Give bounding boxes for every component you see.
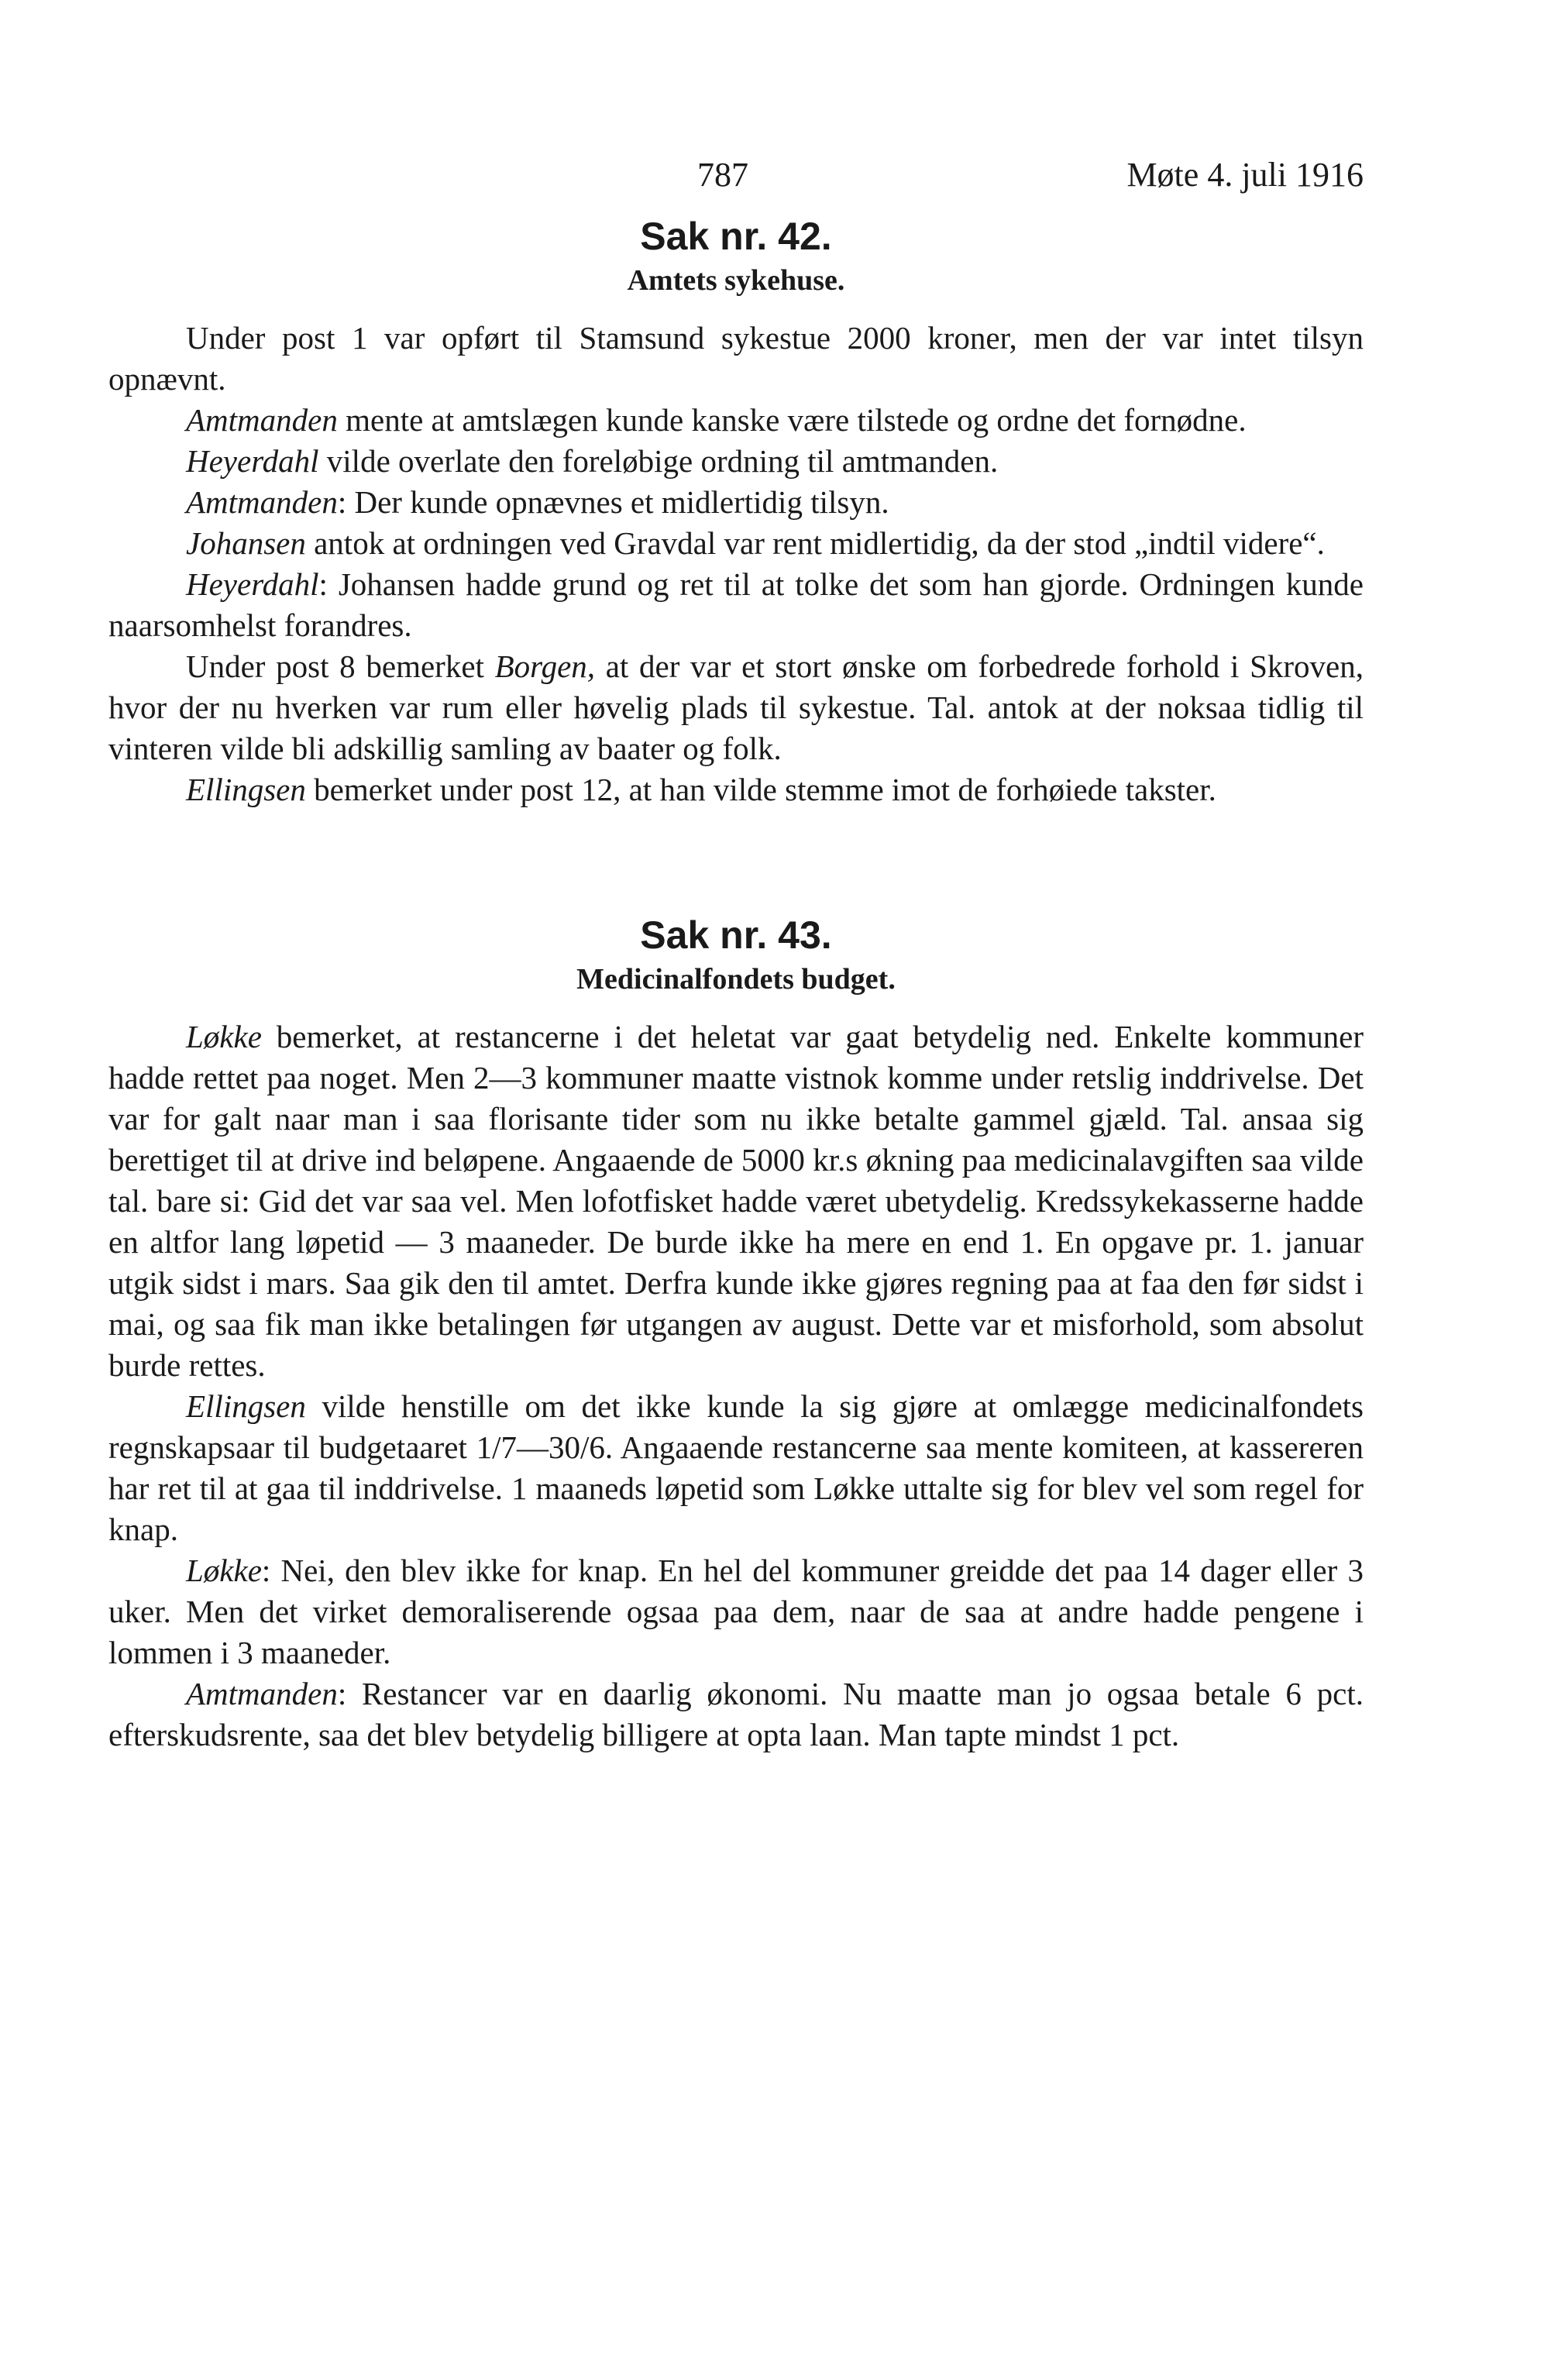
section-subtitle: Medicinalfondets budget. (576, 963, 896, 996)
speaker-name: Borgen, (494, 648, 596, 684)
speaker-name: Ellingsen (186, 1388, 306, 1424)
speaker-name: Amtmanden (186, 484, 338, 520)
speaker-name: Heyerdahl (186, 443, 319, 479)
speaker-name: Amtmanden (186, 402, 338, 438)
running-header (108, 155, 1364, 209)
fiscal-year-fraction: 1/7—30/6 (476, 1429, 605, 1465)
speaker-name: Ellingsen (186, 772, 306, 807)
section-title: Sak nr. 43. (640, 913, 832, 957)
section-gap (108, 810, 1364, 903)
paragraph: Ellingsen vilde henstille om det ikke kunde la sig gjøre at omlægge medicinalfondets regnskapsaar til budgetaaret 1/7—30/6. Angaaende restancerne saa mente komiteen, at kassereren har ret til at gaa til inddrivelse. 1 maaneds løpetid som Løkke uttalte sig for blev vel som regel for knap. (108, 1388, 1364, 1547)
paragraph: Under post 1 var opført til Stamsund sykestue 2000 kroner, men der var intet tilsyn opnævnt. (108, 320, 1364, 397)
document-page (108, 155, 1364, 1756)
speaker-name: Heyerdahl (186, 566, 319, 602)
paragraph: Løkke bemerket, at restancerne i det heletat var gaat betydelig ned. Enkelte kommuner hadde rettet paa noget. Men 2—3 kommuner maatte vistnok komme under retslig inddrivelse. Det var for galt naar man i saa florisante tider som nu ikke betalte gammel gjæld. Tal. ansaa sig berettiget til at drive ind beløpene. Angaaende de 5000 kr.s økning paa medicinalavgiften saa vilde tal. bare si: Gid det var saa vel. Men lofotfisket hadde været ubetydelig. Kredssykekasserne hadde en altfor lang løpetid — 3 maaneder. De burde ikke ha mere en end 1. En opgave pr. 1. januar utgik sidst i mars. Saa gik den til amtet. Derfra kunde ikke gjøres regning paa at faa den før sidst i mai, og saa fik man ikke betalingen før utgangen av august. Dette var et misforhold, som absolut burde rettes. (108, 1019, 1364, 1383)
speaker-name: Løkke (186, 1553, 262, 1588)
paragraph: Amtmanden mente at amtslægen kunde kanske være tilstede og ordne det fornødne. (186, 402, 1247, 438)
paragraph: Løkke: Nei, den blev ikke for knap. En hel del kommuner greidde det paa 14 dager eller 3 uker. Men det virket demoraliserende ogsaa paa dem, naar de saa at andre hadde pengene i lommen i 3 maaneder. (108, 1553, 1364, 1670)
page-number: 787 (697, 156, 748, 194)
meeting-date: Møte 4. juli 1916 (1126, 156, 1364, 194)
section-title: Sak nr. 42. (640, 215, 832, 258)
paragraph: Heyerdahl: Johansen hadde grund og ret til at tolke det som han gjorde. Ordningen kunde naarsomhelst forandres. (108, 566, 1364, 643)
speaker-name: Løkke (186, 1019, 262, 1054)
paragraph: Amtmanden: Restancer var en daarlig økonomi. Nu maatte man jo ogsaa betale 6 pct. efterskudsrente, saa det blev betydelig billigere at opta laan. Man tapte mindst 1 pct. (108, 1676, 1364, 1752)
speaker-name: Amtmanden (186, 1676, 338, 1711)
section-sak-42 (108, 212, 1364, 810)
paragraph: Ellingsen bemerket under post 12, at han vilde stemme imot de forhøiede takster. (186, 772, 1216, 807)
paragraph: Heyerdahl vilde overlate den foreløbige ordning til amtmanden. (186, 443, 999, 479)
paragraph: Under post 8 bemerket Borgen, at der var et stort ønske om forbedrede forhold i Skroven, hvor der nu hverken var rum eller høvelig plads til sykestue. Tal. antok at der noksaa tidlig til vinteren vilde bli adskillig samling av baater og folk. (108, 648, 1364, 766)
paragraph: Amtmanden: Der kunde opnævnes et midlertidig tilsyn. (186, 484, 889, 520)
paragraph: Johansen antok at ordningen ved Gravdal var rent midlertidig, da der stod „indtil videre“. (186, 525, 1325, 561)
section-sak-43 (108, 911, 1364, 1756)
section-subtitle: Amtets sykehuse. (627, 264, 845, 297)
speaker-name: Johansen (186, 525, 306, 561)
